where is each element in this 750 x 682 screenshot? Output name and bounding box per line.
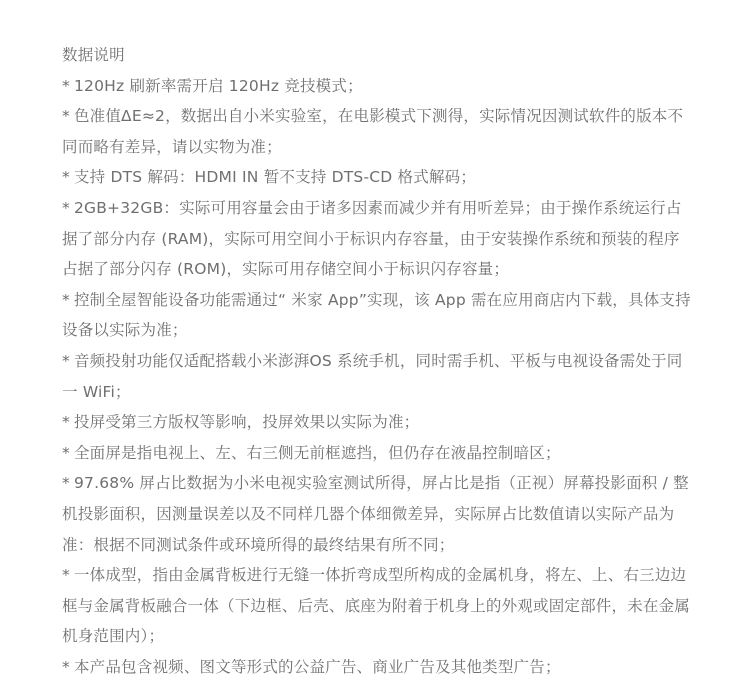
note-item xyxy=(62,101,692,162)
note-marker: * xyxy=(62,443,70,462)
note-item xyxy=(62,71,692,102)
note-item xyxy=(62,438,692,469)
note-text: 色准值ΔE≈2，数据出自小米实验室，在电影模式下测得，实际情况因测试软件的版本不同而略有差异，请以实物为准； xyxy=(62,107,684,156)
note-item xyxy=(62,652,692,682)
note-text: 全面屏是指电视上、左、右三侧无前框遮挡，但仍存在液晶控制暗区； xyxy=(73,443,561,462)
note-marker: * xyxy=(62,107,70,126)
note-marker: * xyxy=(62,474,70,493)
note-text: 120Hz 刷新率需开启 120Hz 竞技模式； xyxy=(73,76,363,95)
note-item xyxy=(62,468,692,560)
note-text: 97.68% 屏占比数据为小米电视实验室测试所得，屏占比是指（正视）屏幕投影面积 / 整机投影面积，因测量误差以及不同样几器个体细微差异，实际屏占比数值请以实际产品为准：根据不同测试条件或环境所得的最终结果有所不同； xyxy=(62,474,689,554)
note-item xyxy=(62,162,692,193)
note-marker: * xyxy=(62,290,70,309)
note-item xyxy=(62,560,692,652)
note-text: 支持 DTS 解码：HDMI IN 暂不支持 DTS-CD 格式解码； xyxy=(73,168,477,187)
note-marker: * xyxy=(62,351,70,370)
note-item xyxy=(62,407,692,438)
note-text: 2GB+32GB：实际可用容量会由于诸多因素而减少并有用听差异；由于操作系统运行占据了部分内存 (RAM)，实际可用空间小于标识内存容量，由于安装操作系统和预装的程序占据了部分闪存 (ROM)，实际可用存储空间小于标识闪存容量； xyxy=(62,198,682,279)
note-text: 一体成型，指由金属背板进行无缝一体折弯成型所构成的金属机身，将左、上、右三边边框与金属背板融合一体（下边框、后壳、底座为附着于机身上的外观或固定部件，未在金属机身范围内）； xyxy=(62,566,691,646)
note-marker: * xyxy=(62,566,70,585)
note-item xyxy=(62,193,692,285)
notes-title: 数据说明 xyxy=(62,46,125,64)
note-text: 音频投射功能仅适配搭载小米澎湃OS 系统手机，同时需手机、平板与电视设备需处于同一 WiFi； xyxy=(62,351,683,401)
note-item xyxy=(62,346,692,407)
note-text: 本产品包含视频、图文等形式的公益广告、商业广告及其他类型广告； xyxy=(73,657,561,676)
note-marker: * xyxy=(62,76,70,95)
note-marker: * xyxy=(62,657,70,676)
note-marker: * xyxy=(62,413,70,432)
note-item xyxy=(62,285,692,346)
note-marker: * xyxy=(62,168,70,187)
note-text: 投屏受第三方版权等影响，投屏效果以实际为准； xyxy=(73,413,420,432)
notes-list xyxy=(62,71,692,682)
data-notes-section xyxy=(62,40,692,682)
note-text: 控制全屋智能设备功能需通过“ 米家 App”实现，该 App 需在应用商店内下载，具体支持设备以实际为准； xyxy=(62,290,691,340)
note-marker: * xyxy=(62,198,70,217)
